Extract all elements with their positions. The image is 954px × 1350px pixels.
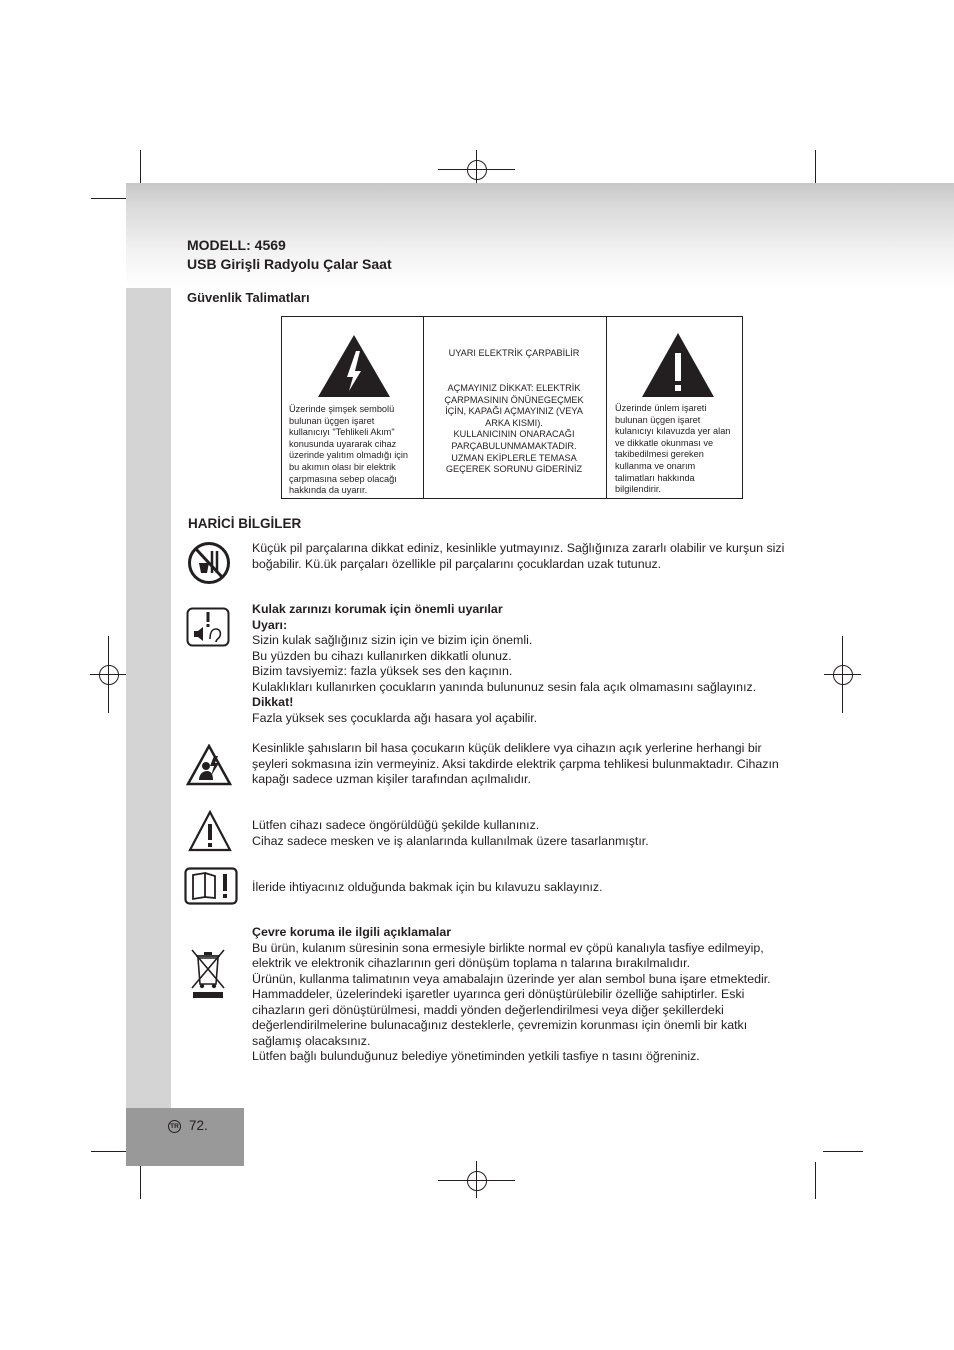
item-hearing-text: Kulak zarınızı korumak için önemli uyarılar Uyarı: Sizin kulak sağlığınız sizin için ve bizim için önemli. Bu yüzden bu cihazı kullanırken dikkatli olunuz. Bizim tavsiyemiz: fazla yüksek ses den kaçının. Kulaklıkları kullanırken çocukların yanında bulununuz sesin fala açık olmamasını sağlayınız. Dikkat! Fazla yüksek ses çocuklarda ağı hasara yol açabilir. (252, 602, 757, 725)
warning-center-text: AÇMAYINIZ DİKKAT: ELEKTRİK ÇARPMASININ ÖNÜNEGEÇMEK İÇİN, KAPAĞI AÇMAYINIZ (VEYA ARKA KISMI). KULLANICININ ONARACAĞI PARÇABULUNMAMAKTADIR. UZMAN EKİPLERLE TEMASA GEÇEREK SORUNU GİDERİNİZ (444, 383, 584, 475)
recycle-bin-crossed-icon (188, 946, 228, 1000)
model-title: MODELL: 4569 (187, 237, 286, 253)
product-title: USB Girişli Radyolu Çalar Saat (187, 256, 392, 272)
item-manual-text: İleride ihtiyacınız olduğunda bakmak için bu kılavuzu saklayınız. (252, 880, 603, 894)
lightning-triangle-icon (316, 333, 392, 399)
no-eating-icon (187, 541, 231, 585)
external-info-title: HARİCİ BİLGİLER (188, 516, 302, 531)
item-small-parts-text: Küçük pil parçalarına dikkat ediniz, kesinlikle yutmayınız. Sağlığınıza zararlı olabilir ve kurşun sizi boğabilir. Kü.ük parçaları özellikle pil parçalarını çocuklardan uzak tutunuz. (252, 541, 785, 571)
sidebar-strip (126, 288, 171, 1108)
manual-book-icon (184, 867, 238, 905)
language-badge: TR (168, 1120, 181, 1133)
warning-table (281, 316, 743, 499)
page-number-box (126, 1108, 244, 1166)
exclamation-triangle-icon (640, 331, 716, 399)
child-shock-warning-icon (186, 744, 232, 786)
item-usage-text: Lütfen cihazı sadece öngörüldüğü şekilde kullanınız. Cihaz sadece mesken ve iş alanlarında kullanılmak üzere tasarlanmıştır. (252, 818, 649, 848)
hearing-warning-icon (186, 607, 230, 647)
warning-col-left (282, 317, 424, 498)
safety-title: Güvenlik Talimatları (187, 290, 310, 305)
item-environment-text: Çevre koruma ile ilgili açıklamalar Bu ürün, kulanım süresinin sona ermesiyle birlikte normal ev çöpü kanalıyla tasfiye edilmeyip, elektrik ve elektronik cihazlarının geri dönüşüm toplama n talarına bırakılmalıdır. Ürünün, kullanma talimatının veya amabalajın üzerinde yer alan sembol buna işare etmektedir. Hammaddeler, üzelerindeki işaretler uyarınca geri dönüştürülebilir özelliğe sahiptirler. Eski cihazların geri dönüştürülmesi, maddi yönden değerlendirilmesi veya diğer şekillerdeki değerlendirilmelerine bulunacağınız desteklerle, çevremizin korunması için önemli bir katkı sağlamış olacaksınız. Lütfen bağlı bulunduğunuz belediye yönetiminden yetkili tasfiye n tasını öğreniniz. (252, 925, 771, 1063)
warning-center-heading: UYARI ELEKTRİK ÇARPABİLİR (448, 348, 580, 358)
page-number: 72. (189, 1118, 208, 1133)
item-shock-text: Kesinlikle şahısların bil hasa çocukarın küçük deliklere vya cihazın açık yerlerine herhangi bir şeyleri sokmasına izin vermeyiniz. Aksi takdirde elektrik çarpma tehlikesi bulunmaktadır. Cihazın kapağı sadece uzman kişiler tarafından açılmalıdır. (252, 741, 779, 786)
warning-left-text: Üzerinde şimşek sembolü bulunan üçgen işaret kullanıcıyı "Tehlikeli Akım" konusunda uyararak cihaz üzerinde yalıtım olmadığı için bu akımın olası bir elektrik çarpmasına sebep olacağı hakkında da uyarır. (289, 404, 408, 496)
warning-col-right (606, 317, 742, 498)
warning-col-center (423, 317, 607, 498)
caution-triangle-icon (188, 810, 232, 852)
warning-right-text: Üzerinde ünlem işareti bulunan üçgen işaret kulanıcıyı kılavuzda yer alan ve dikkatle okunması ve takibedilmesi gereken kullanma ve onarım talimatları hakkında bilgilendirir. (615, 403, 731, 495)
